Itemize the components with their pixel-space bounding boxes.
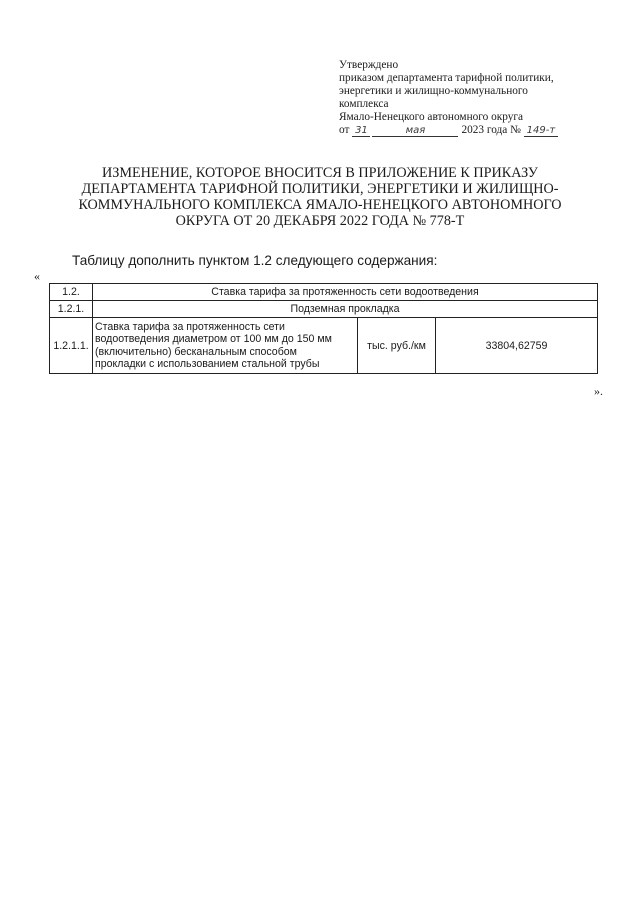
table-row [50, 284, 598, 301]
year-text: 2023 года № [461, 124, 521, 136]
approval-line: комплекса [339, 98, 389, 110]
title-line: ОКРУГА ОТ 20 ДЕКАБРЯ 2022 ГОДА № 778-Т [175, 213, 465, 229]
approval-line: приказом департамента тарифной политики, [339, 72, 554, 84]
opening-quote-mark: « [34, 269, 40, 283]
document-title [40, 165, 600, 229]
title-line: ДЕПАРТАМЕНТА ТАРИФНОЙ ПОЛИТИКИ, ЭНЕРГЕТИКИ И ЖИЛИЩНО- [81, 181, 559, 197]
unit-cell: тыс. руб./км [358, 318, 436, 374]
tariff-table [49, 283, 598, 374]
row-number: 1.2.1.1. [50, 318, 93, 374]
table-row [50, 318, 598, 374]
row-heading: Подземная прокладка [93, 301, 598, 318]
approval-line: Утверждено [339, 59, 399, 71]
description-line: прокладки с использованием стальной трубы [95, 358, 320, 370]
approval-line: энергетики и жилищно-коммунального [339, 85, 528, 97]
intro-paragraph: Таблицу дополнить пунктом 1.2 следующего содержания: [72, 253, 438, 268]
closing-quote-mark: ». [594, 384, 603, 398]
approval-block [339, 59, 629, 137]
approval-date-line [339, 124, 629, 137]
description-line: (включительно) бесканальным способом [95, 345, 297, 358]
handwritten-day: 31 [352, 125, 370, 137]
description-line: водоотведения диаметром от 100 мм до 150 мм [95, 333, 332, 345]
approval-line: Ямало-Ненецкого автономного округа [339, 111, 524, 123]
date-prefix: от [339, 124, 350, 136]
handwritten-month: мая [372, 125, 458, 137]
value-cell: 33804,62759 [436, 318, 598, 374]
row-heading: Ставка тарифа за протяженность сети водоотведения [93, 284, 598, 301]
handwritten-order-number: 149-т [524, 125, 558, 137]
title-line: ИЗМЕНЕНИЕ, КОТОРОЕ ВНОСИТСЯ В ПРИЛОЖЕНИЕ К ПРИКАЗУ [102, 165, 538, 181]
title-line: КОММУНАЛЬНОГО КОМПЛЕКСА ЯМАЛО-НЕНЕЦКОГО АВТОНОМНОГО [78, 197, 562, 213]
row-number: 1.2. [50, 284, 93, 301]
description-line: Ставка тарифа за протяженность сети [95, 320, 285, 333]
table-row [50, 301, 598, 318]
row-number: 1.2.1. [50, 301, 93, 318]
rate-description [93, 318, 358, 374]
